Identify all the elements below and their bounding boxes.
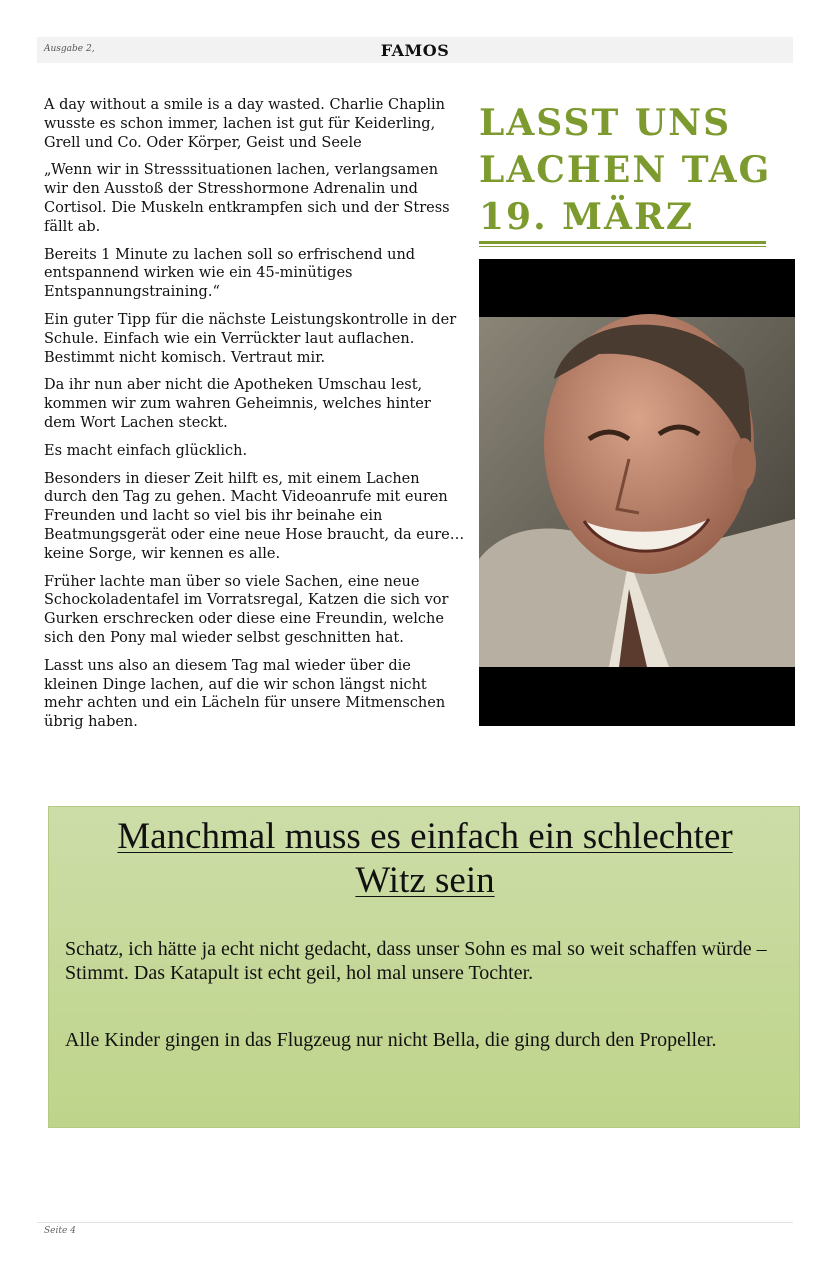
- laughing-man-photo: [479, 259, 795, 726]
- headline: [479, 100, 779, 241]
- headline-line-1: LASST UNS: [479, 102, 732, 144]
- magazine-title: FAMOS: [380, 41, 450, 60]
- article-paragraph: Besonders in dieser Zeit hilft es, mit einem Lachen durch den Tag zu gehen. Macht Videoanrufe mit euren Freunden und lacht so viel bis ihr beinahe ein Beatmungsgerät oder eine neue Hose braucht, da eure… keine Sorge, wir kennen es alle.: [44, 470, 465, 562]
- article-paragraph: Ein guter Tipp für die nächste Leistungskontrolle in der Schule. Einfach wie ein Verrückter laut auflachen. Bestimmt nicht komisch. Vertraut mir.: [44, 311, 457, 366]
- joke-1: Schatz, ich hätte ja echt nicht gedacht, dass unser Sohn es mal so weit schaffen würde – Stimmt. Das Katapult ist echt geil, hol mal unsere Tochter.: [65, 938, 767, 984]
- article-paragraph: Lasst uns also an diesem Tag mal wieder über die kleinen Dinge lachen, auf die wir schon längst nicht mehr achten und ein Lächeln für unsere Mitmenschen übrig haben.: [44, 657, 446, 731]
- joke-2: Alle Kinder gingen in das Flugzeug nur nicht Bella, die ging durch den Propeller.: [65, 1029, 717, 1051]
- article-paragraph: Es macht einfach glücklich.: [44, 442, 248, 459]
- article-paragraph: A day without a smile is a day wasted. Charlie Chaplin wusste es schon immer, lachen ist gut für Keiderling, Grell und Co. Oder Körper, Geist und Seele: [44, 97, 445, 151]
- jokes-title: [49, 815, 801, 903]
- header-bar: [37, 37, 793, 63]
- jokes-title-line-2: Witz sein: [355, 860, 495, 901]
- article-paragraph: „Wenn wir in Stresssituationen lachen, verlangsamen wir den Ausstoß der Stresshormone Adrenalin und Cortisol. Die Muskeln entkrampfen sich und der Stress fällt ab.: [44, 162, 450, 235]
- article-body: [44, 96, 466, 741]
- headline-line-3: 19. MÄRZ: [479, 196, 695, 238]
- page-number: Seite 4: [44, 1226, 76, 1236]
- article-paragraph: Da ihr nun aber nicht die Apotheken Umschau lest, kommen wir zum wahren Geheimnis, welches hinter dem Wort Lachen steckt.: [44, 377, 431, 431]
- headline-underline: [479, 241, 766, 247]
- issue-label: Ausgabe 2,: [44, 44, 95, 54]
- headline-line-2: LACHEN TAG: [479, 149, 772, 191]
- jokes-title-line-1: Manchmal muss es einfach ein schlechter: [117, 816, 733, 857]
- article-paragraph: Bereits 1 Minute zu lachen soll so erfrischend und entspannend wirken wie ein 45-minütiges Entspannungstraining.“: [44, 246, 416, 301]
- footer-divider: [37, 1222, 793, 1223]
- jokes-box: [48, 806, 800, 1128]
- article-paragraph: Früher lachte man über so viele Sachen, eine neue Schockoladentafel im Vorratsregal, Katzen die sich vor Gurken erschrecken oder diese eine Freundin, welche sich den Pony mal wieder selbst geschnitten hat.: [44, 573, 449, 646]
